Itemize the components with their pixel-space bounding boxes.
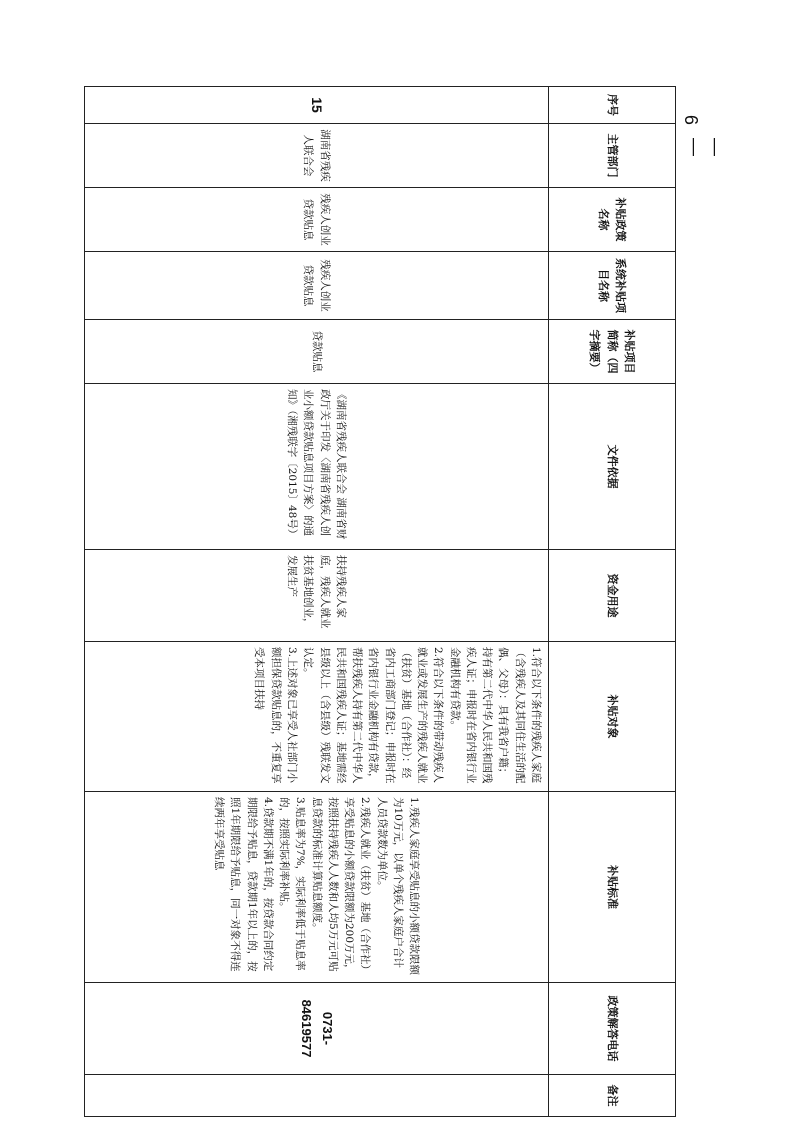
header-standard: 补贴标准: [549, 792, 676, 983]
header-dept: 主管部门: [549, 124, 676, 188]
cell-basis: 《湖南省残疾人联合会 湖南省财政厅关于印发〈湖南省残疾人创业小额贷款贴息项目方案〉的通知》（湘残联字〔2015〕48号）: [85, 384, 549, 550]
table-row: [85, 87, 549, 1117]
standard-item: 2.残疾人就业（扶贫）基地（合作社）享受贴息的小额贷款限额为200万元，按照扶持残疾人人数和人均5万元可贴息贷款的标准计算贴息额度。: [310, 797, 372, 976]
header-system-name: 系统补贴项目名称: [549, 252, 676, 320]
header-policy-name: 补贴政策名称: [549, 188, 676, 252]
cell-seq: 15: [85, 87, 549, 124]
cell-dept: 湖南省残疾人联合会: [85, 124, 549, 188]
header-target: 补贴对象: [549, 642, 676, 792]
cell-policy-name: 残疾人创业贷款贴息: [85, 188, 549, 252]
cell-project-abbr: 贷款贴息: [85, 320, 549, 384]
cell-phone: 0731-84619577: [85, 983, 549, 1075]
standard-item: 1.残疾人家庭享受贴息的小额贷款限额为10万元，以单个残疾人家庭户合计人员贷款数为单位。: [375, 797, 421, 976]
header-note: 备注: [549, 1075, 676, 1117]
cell-target: [85, 642, 549, 792]
cell-note: [85, 1075, 549, 1117]
header-fund-use: 资金用途: [549, 550, 676, 642]
standard-item: 4.贷款期不满1年的，按贷款合同约定期限给予贴息，贷款期1年以上的，按照1年期限给予贴息，同一对象不得连续两年享受贴息: [213, 797, 274, 972]
header-basis: 文件依据: [549, 384, 676, 550]
cell-system-name: 残疾人创业贷款贴息: [85, 252, 549, 320]
header-phone: 政策解答电话: [549, 983, 676, 1075]
table-header-row: [549, 87, 676, 1117]
subsidy-table: [84, 86, 676, 1107]
cell-fund-use: 扶持残疾人家庭，残疾人就业扶贫基地创业，发展生产: [85, 550, 549, 642]
target-item: 3.上述对象已享受人社部门小额担保贷款贴息的，不重复享受本项目扶持: [253, 647, 299, 784]
target-item: 2.符合以下条件的带动残疾人就业或发展生产的残疾人就业（扶贫）基地（合作社）：经省内工商部门登记；申报时在省内银行业金融机构有贷款，帮扶残疾人持有第二代中华人民共和国残疾人证；基地需经县级以上（含县级）残联发文认定。: [302, 647, 445, 784]
standard-item: 3.贴息率为7%，实际利率低于贴息率的，按照实际利率补贴。: [278, 797, 307, 971]
cell-standard: [85, 792, 549, 983]
header-seq: 序号: [549, 87, 676, 124]
target-item: 1.符合以下条件的残疾人家庭（含残疾人及其同住生活的配偶、父母）：具有我省户籍；持有第二代中华人民共和国残疾人证；申报时在省内银行业金融机构有贷款。: [448, 647, 542, 784]
header-project-abbr: 补贴项目简称（四字摘要）: [549, 320, 676, 384]
page-number: — 9 —: [682, 110, 723, 156]
